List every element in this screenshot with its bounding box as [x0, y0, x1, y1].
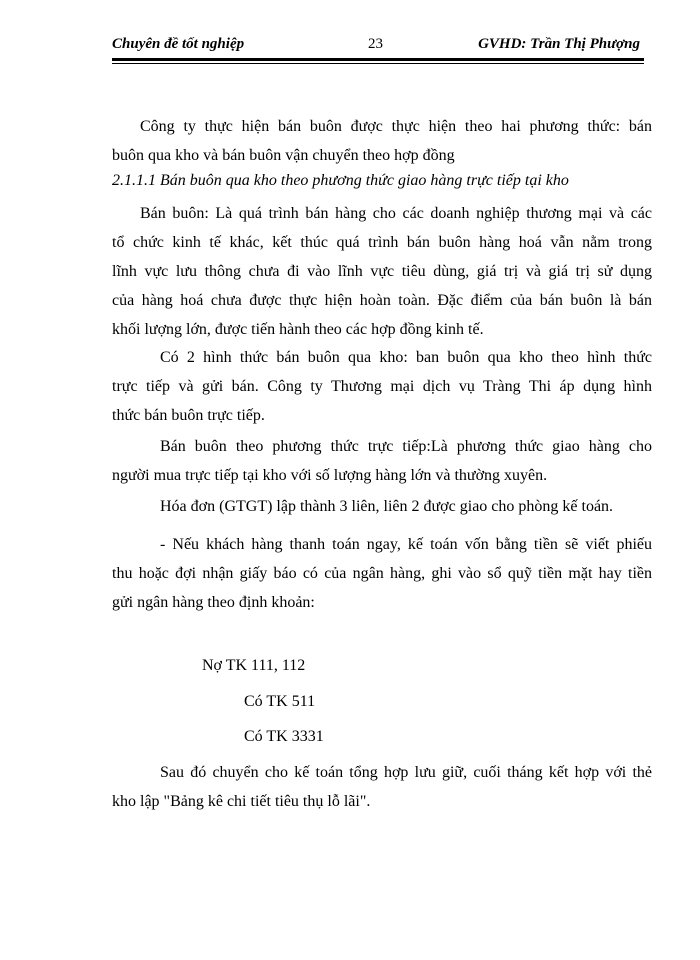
paragraph-direct-method [112, 432, 652, 490]
paragraph-intro [112, 112, 652, 170]
text-line: trực tiếp và gửi bán. Công ty Thương mại dịch vụ Tràng Thi áp dụng hình [112, 378, 652, 395]
page-number: 23 [368, 36, 383, 52]
entry-debit: Nợ TK 111, 112 [202, 657, 306, 674]
section-heading-text: 2.1.1.1 Bán buôn qua kho theo phương thức giao hàng trực tiếp tại kho [112, 172, 569, 189]
header-title: Chuyên đề tốt nghiệp [112, 36, 245, 52]
text-line: thức bán buôn trực tiếp. [112, 407, 265, 424]
entry-credit-511: Có TK 511 [244, 693, 316, 710]
entry-credit-3331: Có TK 3331 [244, 728, 324, 745]
text-line: khối lượng lớn, được tiến hành theo các hợp đồng kinh tế. [112, 321, 484, 338]
text-line: Có 2 hình thức bán buôn qua kho: ban buôn qua kho theo hình thức [160, 349, 652, 366]
text-line: Bán buôn: Là quá trình bán hàng cho các doanh nghiệp thương mại và các [140, 205, 652, 222]
header-rule-thick [112, 58, 644, 61]
section-heading [112, 166, 652, 195]
header-rule-thin [112, 63, 644, 64]
paragraph-forms [112, 343, 652, 430]
text-line: tổ chức kinh tế khác, kết thúc quá trình bán buôn hàng hoá vẫn nằm trong [112, 234, 652, 251]
text-line: lĩnh vực lưu thông chưa đi vào lĩnh vực tiêu dùng, giá trị và giá trị sử dụng [112, 263, 652, 280]
text-line: thu hoặc đợi nhận giấy báo có của ngân hàng, ghi vào sổ quỹ tiền mặt hay tiền [112, 565, 652, 582]
paragraph-definition [112, 199, 652, 344]
paragraph-summary [112, 758, 652, 816]
text-line: của hàng hoá chưa được thực hiện hoàn toàn. Đặc điểm của bán buôn là bán [112, 292, 652, 309]
text-line: Hóa đơn (GTGT) lập thành 3 liên, liên 2 được giao cho phòng kế toán. [160, 498, 614, 515]
text-line: buôn qua kho và bán buôn vận chuyển theo hợp đồng [112, 147, 455, 164]
text-line: - Nếu khách hàng thanh toán ngay, kế toán vốn bằng tiền sẽ viết phiếu [160, 536, 652, 553]
paragraph-payment [112, 530, 652, 617]
text-line: người mua trực tiếp tại kho với số lượng hàng lớn và thường xuyên. [112, 467, 548, 484]
text-line: Sau đó chuyển cho kế toán tổng hợp lưu giữ, cuối tháng kết hợp với thẻ [160, 764, 652, 781]
text-line: gửi ngân hàng theo định khoản: [112, 594, 315, 611]
text-line: kho lập "Bảng kê chi tiết tiêu thụ lỗ lãi". [112, 793, 371, 810]
paragraph-invoice [112, 492, 652, 521]
header-supervisor: GVHD: Trần Thị Phượng [478, 36, 640, 52]
text-line: Công ty thực hiện bán buôn được thực hiện theo hai phương thức: bán [140, 118, 652, 135]
text-line: Bán buôn theo phương thức trực tiếp:Là phương thức giao hàng cho [160, 438, 652, 455]
